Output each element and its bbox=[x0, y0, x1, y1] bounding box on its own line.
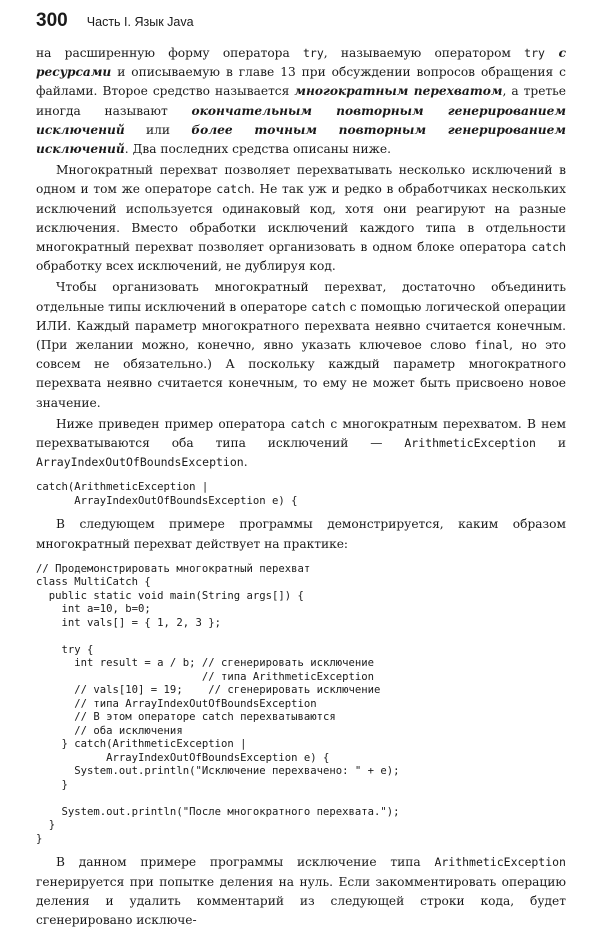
paragraph-6: В данном примере программы исключение типа ArithmeticException генерируется при попытке деления на нуль. Если закомментировать операцию деления и удалить комментарий из следующей строки кода, будет сгенерировано исключе- bbox=[36, 855, 566, 927]
code-line: int result = a / b; // сгенерировать исключение bbox=[36, 657, 375, 670]
code-listing-multicatch bbox=[36, 563, 566, 847]
paragraph-4: Ниже приведен пример оператора catch с многократным перехватом. В нем перехватываются оба типа исключений — ArithmeticException и ArrayIndexOutOfBoundsException. bbox=[36, 416, 566, 470]
code-line: ArrayIndexOutOfBoundsException e) { bbox=[36, 494, 298, 507]
code-line: int vals[] = { 1, 2, 3 }; bbox=[36, 616, 221, 629]
code-line: } catch(ArithmeticException | bbox=[36, 738, 247, 751]
code-line: class MultiCatch { bbox=[36, 576, 151, 589]
running-header: Часть I. Язык Java bbox=[86, 15, 194, 29]
paragraph-1: на расширенную форму оператора try, называемую оператором try с ресурсами и описываемую в главе 13 при обсуждении вопросов обращения с файлами. Второе средство называется многократным перехватом, а третье иногда называют окончательным повторным генерированием исключений или более точным повторным генерированием исключений. Два последних средства описаны ниже. bbox=[36, 46, 566, 157]
paragraph-2: Многократный перехват позволяет перехватывать несколько исключений в одном и том же операторе catch. Не так уж и редко в обработчиках нескольких исключений используется одинаковый код, хотя они реагируют на разные исключения. Вместо обработки исключений каждого типа в отдельности многократный перехват позволяет организовать в одном блоке оператора catch обработку всех исключений, не дублируя код. bbox=[36, 163, 566, 274]
code-line bbox=[36, 630, 566, 644]
code-line: catch(ArithmeticException | bbox=[36, 481, 209, 494]
code-line: } bbox=[36, 778, 68, 791]
page-body bbox=[36, 44, 566, 930]
page-number: 300 bbox=[36, 10, 68, 31]
code-line: // В этом операторе catch перехватываются bbox=[36, 711, 336, 724]
code-line: // типа ArithmeticException bbox=[36, 670, 375, 683]
code-line: int a=10, b=0; bbox=[36, 603, 151, 616]
code-line: System.out.println("После многократного перехвата."); bbox=[36, 805, 400, 818]
code-line: System.out.println("Исключение перехвачено: " + e); bbox=[36, 765, 400, 778]
code-line: } bbox=[36, 819, 56, 832]
code-line: ArrayIndexOutOfBoundsException e) { bbox=[36, 751, 330, 764]
code-line: } bbox=[36, 832, 43, 845]
code-line: // оба исключения bbox=[36, 724, 183, 737]
code-line: // Продемонстрировать многократный перехват bbox=[36, 562, 311, 575]
paragraph-5: В следующем примере программы демонстрируется, каким образом многократный перехват действует на практике: bbox=[36, 517, 566, 551]
code-line: // vals[10] = 19; // сгенерировать исключение bbox=[36, 684, 381, 697]
code-line: public static void main(String args[]) { bbox=[36, 589, 304, 602]
code-listing-catch bbox=[36, 481, 566, 508]
paragraph-3: Чтобы организовать многократный перехват, достаточно объединить отдельные типы исключений в операторе catch с помощью логической операции ИЛИ. Каждый параметр многократного перехвата неявно считается конечным. (При желании можно, конечно, явно указать ключевое слово final, но это совсем не обязательно.) А поскольку каждый параметр многократного перехвата неявно считается конечным, то ему не может быть присвоено новое значение. bbox=[36, 280, 566, 410]
code-line: // типа ArrayIndexOutOfBoundsException bbox=[36, 697, 317, 710]
code-line: try { bbox=[36, 643, 94, 656]
page-header bbox=[36, 10, 194, 34]
code-line bbox=[36, 792, 566, 806]
